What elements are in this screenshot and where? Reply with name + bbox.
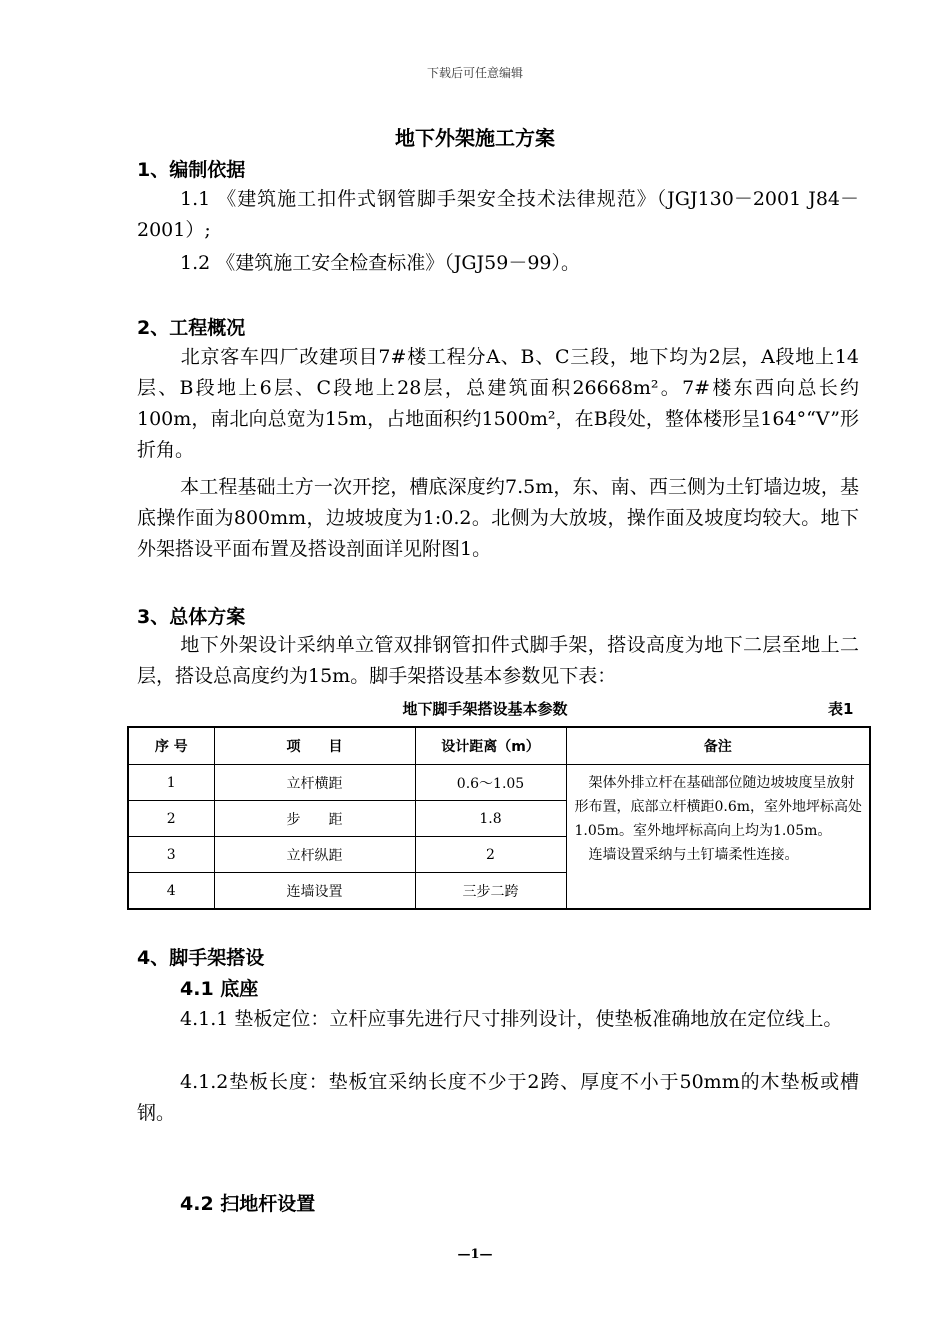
section-4-2-heading: 4.2 扫地杆设置 [180,1193,316,1215]
section-2-heading: 2、工程概况 [137,317,246,339]
table-number: 表1 [828,700,854,718]
header-remark: 备注 [566,727,870,765]
cell-item: 立杆纵距 [214,837,415,873]
cell-remark [566,765,870,910]
section-2-paragraph-2 [137,472,859,565]
cell-seq: 3 [128,837,214,873]
header-note: 下载后可任意编辑 [426,66,523,80]
section-3-paragraph-1 [137,630,859,692]
parameters-table [127,726,871,910]
section-4-1-1-paragraph [137,1004,859,1035]
cell-distance: 0.6～1.05 [415,765,566,801]
cell-seq: 4 [128,873,214,910]
section-2-paragraph-1-text: 北京客车四厂改建项目7#楼工程分A、B、C三段，地下均为2层，A段地上14层、B段地上6层、C段地上28层，总建筑面积26668m²。7#楼东西向总长约100m，南北向总宽为15m，占地面积约1500m²，在B段处，整体楼形呈164°“V”形折角。 [137,346,859,461]
section-4-1-1-text: 4.1.1 垫板定位：立杆应事先进行尺寸排列设计，使垫板准确地放在定位线上。 [180,1008,843,1030]
section-2-paragraph-1 [137,342,859,466]
document-title: 地下外架施工方案 [395,126,555,150]
section-3-heading: 3、总体方案 [137,606,246,628]
table-header-row [128,727,870,765]
cell-item: 连墙设置 [214,873,415,910]
section-1-item-1 [137,184,859,246]
section-4-1-2-text: 4.1.2垫板长度：垫板宜采纳长度不少于2跨、厚度不小于50mm的木垫板或槽钢。 [137,1071,859,1124]
cell-distance: 1.8 [415,801,566,837]
header-seq: 序 号 [128,727,214,765]
table-title: 地下脚手架搭设基本参数 [402,700,568,718]
section-4-1-heading: 4.1 底座 [180,978,259,1000]
remark-line-2: 连墙设置采纳与土钉墙柔性连接。 [588,847,799,863]
section-3-paragraph-1-text: 地下外架设计采纳单立管双排钢管扣件式脚手架，搭设高度为地下二层至地上二层，搭设总高度约为15m。脚手架搭设基本参数见下表： [137,634,859,687]
section-1-heading: 1、编制依据 [137,159,246,181]
section-4-1-2-paragraph [137,1067,859,1129]
table-row [128,765,870,801]
cell-seq: 1 [128,765,214,801]
page-number: —1— [457,1247,493,1262]
section-1-item-2 [137,248,859,279]
cell-seq: 2 [128,801,214,837]
header-item: 项 目 [214,727,415,765]
cell-item: 步 距 [214,801,415,837]
cell-item: 立杆横距 [214,765,415,801]
section-2-paragraph-2-text: 本工程基础土方一次开挖，槽底深度约7.5m，东、南、西三侧为土钉墙边坡，基底操作面为800mm，边坡坡度为1:0.2。北侧为大放坡，操作面及坡度均较大。地下外架搭设平面布置及搭设剖面详见附图1。 [137,476,859,560]
section-1-item-1-text: 1.1 《建筑施工扣件式钢管脚手架安全技术法律规范》（JGJ130－2001 J84－2001）; [137,188,859,241]
cell-distance: 2 [415,837,566,873]
header-distance: 设计距离（m） [415,727,566,765]
section-1-item-2-text: 1.2 《建筑施工安全检查标准》（JGJ59－99）。 [180,252,581,274]
remark-line-1: 架体外排立杆在基础部位随边坡坡度呈放射形布置，底部立杆横距0.6m，室外地坪标高处1.05m。室外地坪标高向上均为1.05m。 [574,775,863,839]
section-4-heading: 4、脚手架搭设 [137,947,265,969]
cell-distance: 三步二跨 [415,873,566,910]
